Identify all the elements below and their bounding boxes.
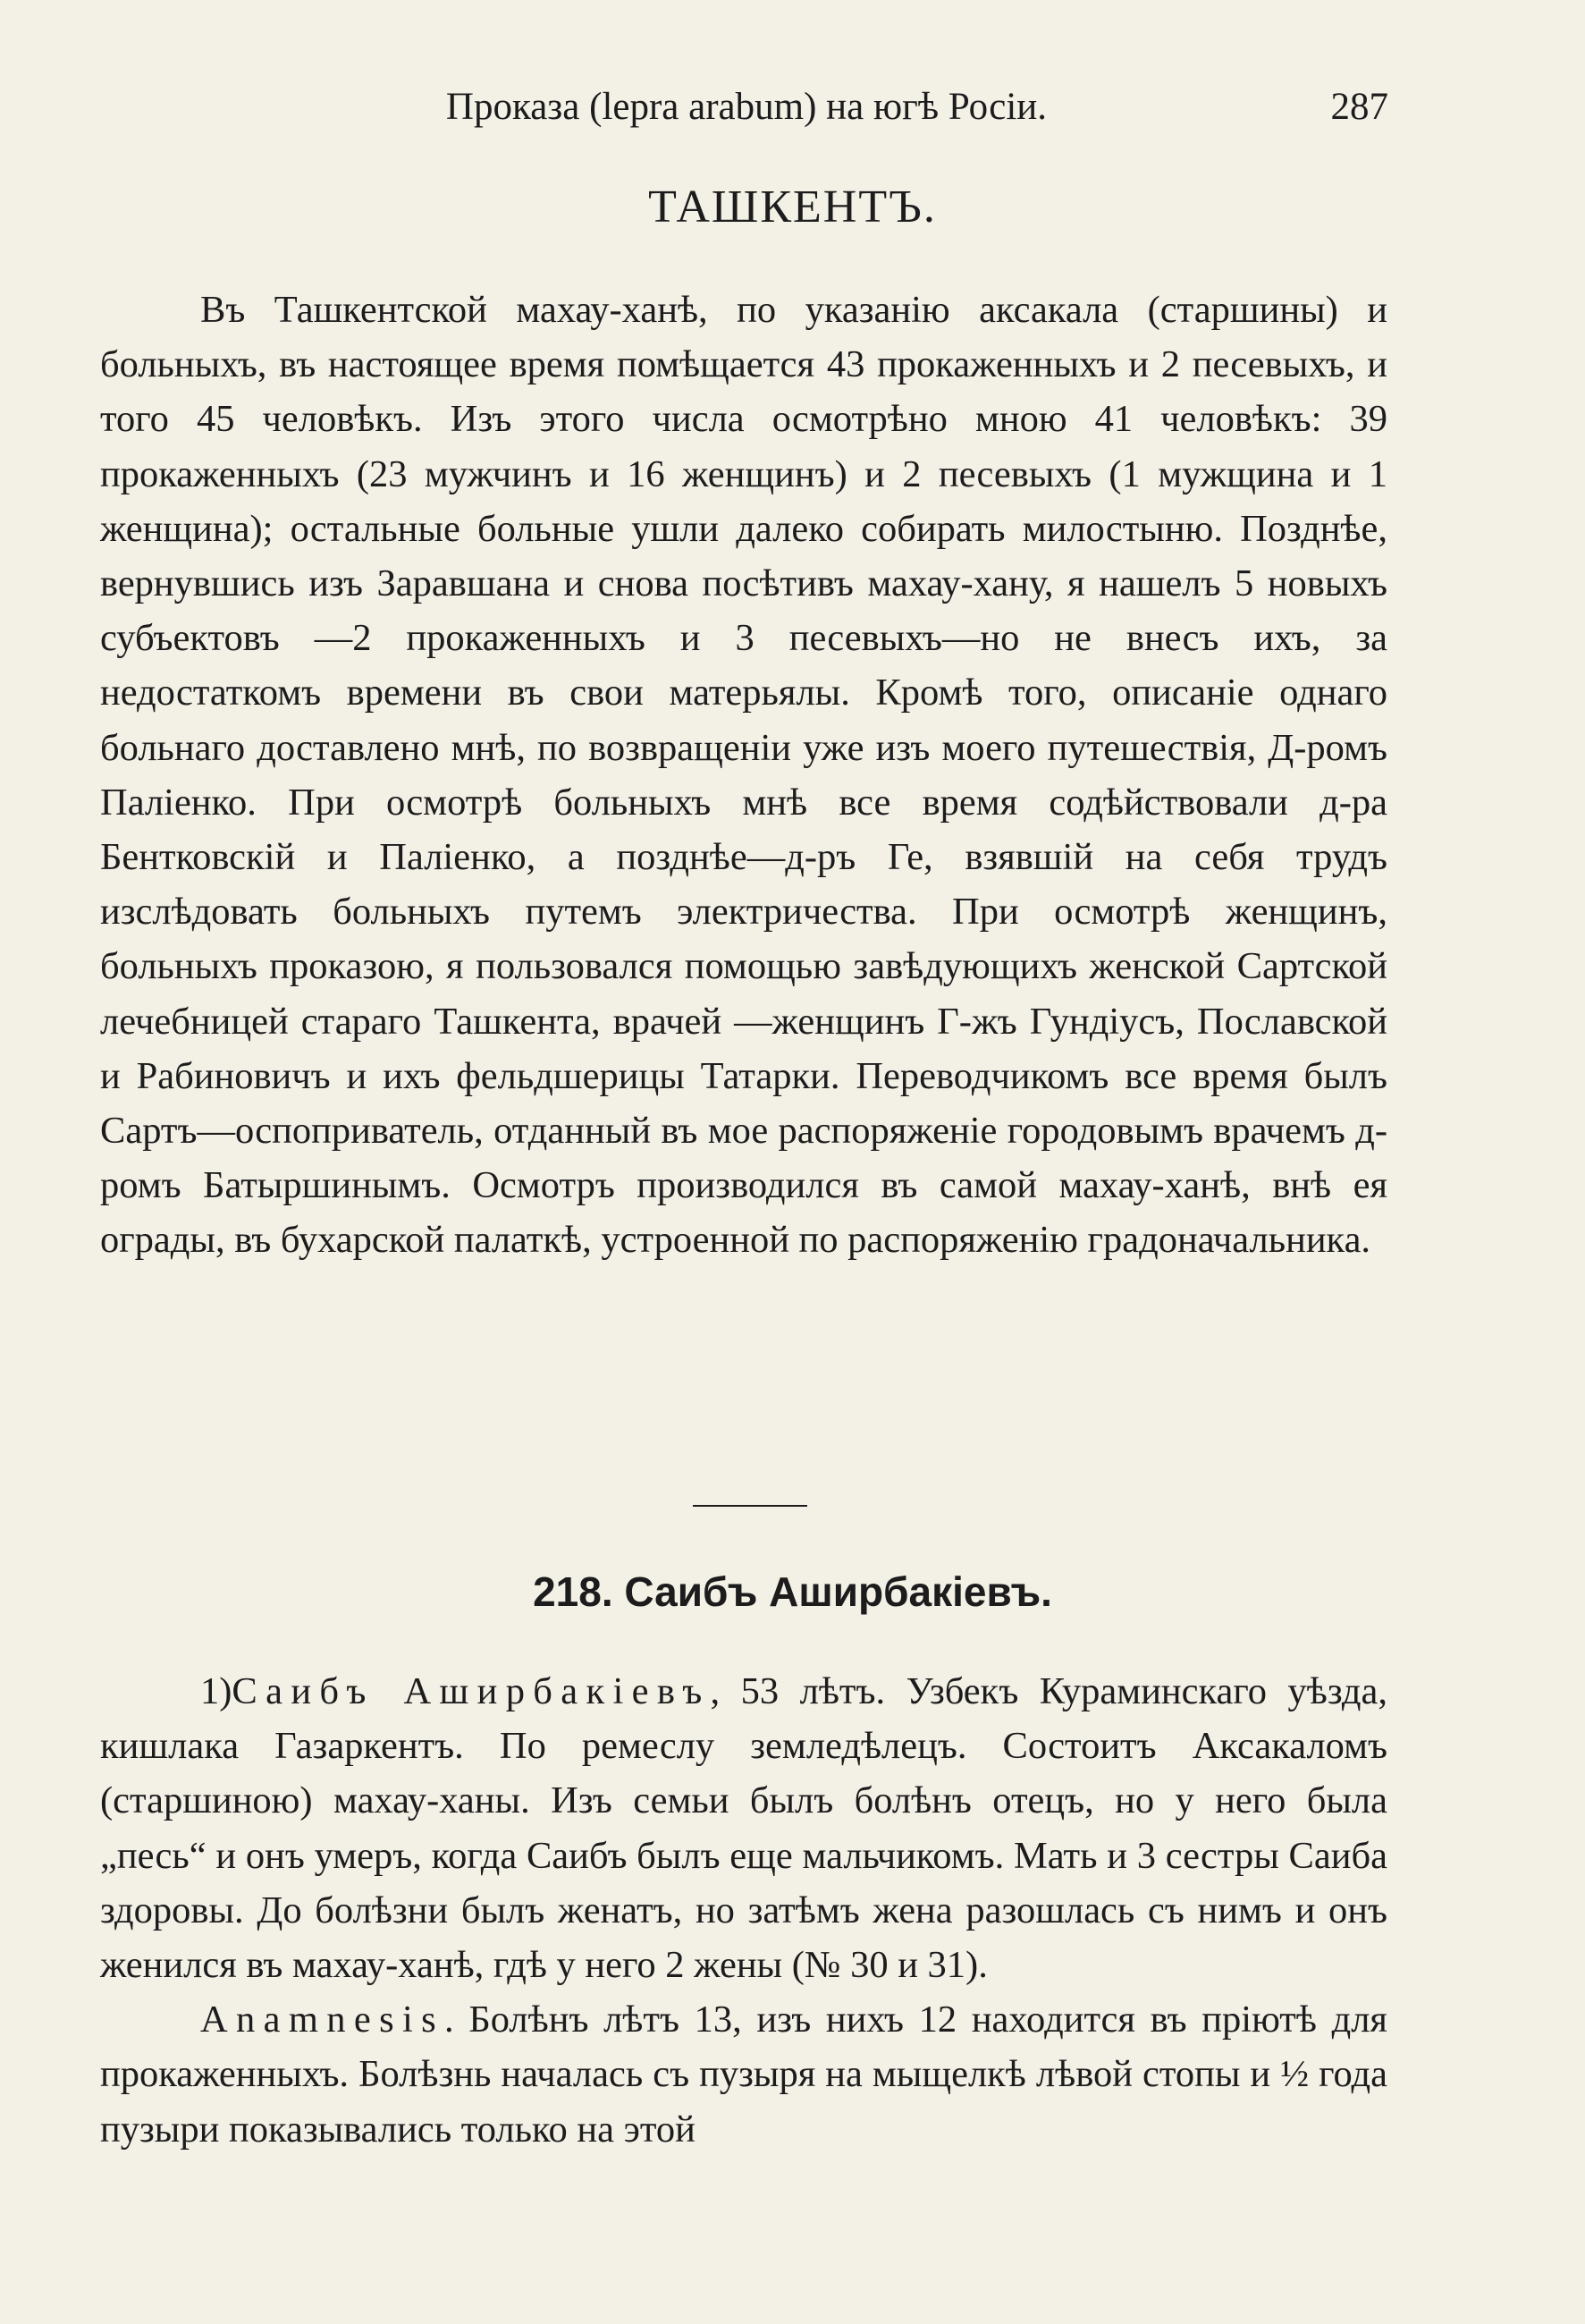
section-paragraph: Въ Ташкентской махау-ханѣ, по указанію аксакала (старшины) и больныхъ, въ настоящее время помѣщается 43 прокаженныхъ и 2 песевыхъ, и того 45 человѣкъ. Изъ этого числа осмотрѣно мною 41 человѣкъ: 39 прокаженныхъ (23 мужчинъ и 16 женщинъ) и 2 песевыхъ (1 мужщина и 1 женщина); остальные больные ушли далеко собирать милостыню. Позднѣе, вернувшись изъ Заравшана и снова посѣтивъ махау-хану, я нашелъ 5 новыхъ субъектовъ —2 прокаженныхъ и 3 песевыхъ—но не внесъ ихъ, за недостаткомъ времени въ свои матерьялы. Кромѣ того, описаніе однаго больнаго доставлено мнѣ, по возвращеніи уже изъ моего путешествія, Д-ромъ Паліенко. При осмотрѣ больныхъ мнѣ все время содѣйствовали д-ра Бентковскій и Паліенко, а позднѣе—д-ръ Ге, взявшій на себя трудъ изслѣдовать больныхъ путемъ электричества. При осмотрѣ женщинъ, больныхъ проказою, я пользовался помощью завѣдующихъ женской Сартской лечебницей стараго Ташкента, врачей —женщинъ Г-жъ Гундіусъ, Пославской и Рабиновичъ и ихъ фельдшерицы Татарки. Переводчикомъ все время былъ Сартъ—оспоприватель, отданный въ мое распоряженіе городовымъ врачемъ д-ромъ Батыршинымъ. Осмотръ производился въ самой махау-ханѣ, внѣ ея ограды, въ бухарской палаткѣ, устроенной по распоряженію градоначальника. [100, 289, 1387, 1262]
section-body [100, 283, 1387, 1268]
running-title: Проказа (lepra arabum) на югѣ Росіи. [445, 86, 1048, 128]
patient-name: Саибъ Аширбакіевъ [232, 1670, 711, 1712]
case-paragraph-2 [100, 1992, 1387, 2157]
case-paragraph-2-text: . Болѣнъ лѣтъ 13, изъ нихъ 12 находится въ пріютѣ для прокаженныхъ. Болѣзнь началась съ пузыря на мыщелкѣ лѣвой стопы и ½ года пузыри показывались только на этой [100, 1999, 1387, 2151]
case-paragraph-number: 1) [200, 1670, 232, 1712]
case-paragraph-1-text: , 53 лѣтъ. Узбекъ Кураминскаго уѣзда, кишлака Газаркентъ. По ремеслу земледѣлецъ. Состоитъ Аксакаломъ (старшиною) махау-ханы. Изъ семьи былъ болѣнъ отецъ, но у него была „песь“ и онъ умеръ, когда Саибъ былъ еще мальчикомъ. Мать и 3 сестры Саиба здоровы. До болѣзни былъ женатъ, но затѣмъ жена разошлась съ нимъ и онъ женился въ махау-ханѣ, гдѣ у него 2 жены (№ 30 и 31). [100, 1670, 1387, 1987]
anamnesis-label: Anamnesis [200, 1999, 445, 2041]
section-divider [693, 1505, 807, 1507]
page-number: 287 [1330, 86, 1388, 128]
case-body [100, 1664, 1387, 2157]
case-heading: 218. Саибъ Аширбакіевъ. [533, 1568, 1052, 1615]
section-title: ТАШКЕНТЪ. [648, 182, 937, 232]
case-paragraph-1 [100, 1664, 1387, 1992]
